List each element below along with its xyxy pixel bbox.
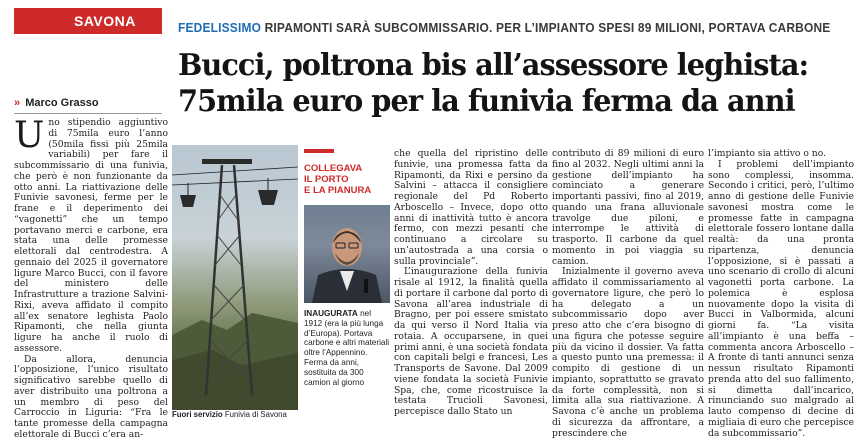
section-tag — [14, 8, 162, 34]
col3-paragraph-1: che quella del ripristino delle funivie, una promessa fatta da Ripamonti, da Rixi e persino da Salvini – attacca il consigliere regionale del Pd Roberto Arboscello – Invece, dopo otto anni di inattività tutto è ancora fermo, con mezzi pesanti che continuano a circolare su un’autostrada a una corsia o sulla provinciale”. — [394, 148, 548, 267]
funivia-photo — [172, 145, 298, 410]
article-column-1 — [14, 115, 168, 440]
portrait-illustration — [304, 205, 390, 303]
headline-line-1: Bucci, poltrona bis all’assessore leghista: — [178, 48, 809, 83]
sidebar-caption — [304, 309, 390, 387]
col4-paragraph-2: Inizialmente il governo aveva affidato il commissariamento al governatore ligure, che però lo ha delegato a un subcommissario dopo aver preso atto che c’era bisogno di una figura che potesse seguire più da vicino il dossier. Va fatta a questo punto una premessa: il compito di gestione di un impianto, soprattutto se gravato da forte complessità, non si limita alla sua riattivazione. A Savona c’è anche un problema di sicurezza da affrontare, a prescindere che — [552, 266, 704, 439]
photo-caption-bold: Fuori servizio — [172, 410, 223, 419]
byline-author: Marco Grasso — [25, 97, 99, 109]
article-column-4 — [552, 148, 704, 439]
section-label: SAVONA — [74, 13, 136, 29]
kicker-highlight: FEDELISSIMO — [178, 20, 262, 35]
col3-paragraph-2: L’inaugurazione della funivia risale al 1912, la finalità quella di portare il carbone dal porto di Savona all’area industriale di Bragno, per poi essere smistato da qui verso il Nord Italia via rotaia. A occuparsene, in quei primi anni, è una società fondata con capitali belgi e francesi, Les Transports de Savone. Dal 2009 viene fondata la società Funivie Spa, che, come ricostruisce la testata Trucioli Savonesi, percepisce dallo Stato un — [394, 266, 548, 417]
col1-paragraph-1: no stipendio aggiuntivo di 75mila euro l’anno (50mila fissi più 25mila variabili) per fare il subcommissario di una funivia, che però è non funzionante da otto anni. La riattivazione delle Funivie savonesi, ferme per le frane e il deperimento dei “vagonetti” che un tempo portavano merci e carbone, era stata una delle promesse elettorali dal centrodestra. A gennaio del 2025 il governatore ligure Marco Bucci, con il favore del ministero delle Infrastrutture a trazione Salvini-Rixi, aveva affidato il compito all’ex senatore leghista Paolo Ripamonti, che nella giunta ligure ha anche il ruolo di assessore. — [14, 117, 168, 354]
sidebar-accent-bar — [304, 149, 334, 153]
sidebar-title-line-1: COLLEGAVA — [304, 163, 363, 174]
portrait-photo — [304, 205, 390, 303]
sidebar-title-line-2: IL PORTO — [304, 174, 349, 185]
sidebar-title-line-3: E LA PIANURA — [304, 185, 372, 196]
byline-divider — [14, 113, 162, 114]
col5-paragraph-1: l’impianto sia attivo o no. — [708, 148, 827, 159]
col1-paragraph-2: Da allora, denuncia l’opposizione, l’unico risultato significativo sarebbe quello di aver distribuito una poltrona a un membro di peso del Carroccio in Liguria: “Fra le tante promesse della campagna elettorale di Bucci c’era an- — [14, 353, 168, 440]
sidebar-caption-text: nel 1912 (era la più lunga d’Europa). Portava carbone e altri materiali oltre l’Appennino. Ferma da anni, sostituita da 300 camion al giorno — [304, 309, 390, 387]
byline — [14, 97, 99, 109]
article-column-5 — [708, 148, 854, 439]
col4-paragraph-1: contributo di 89 milioni di euro fino al 2032. Negli ultimi anni la gestione dell’impianto ha cominciato a generare importanti passivi, fino al 2019, quando una frana alluvionale travolge due piloni, e interrompe le attività di trasporto. Il carbone da quel momento in poi viaggia su camion. — [552, 148, 704, 267]
headline-line-2: 75mila euro per la funivia ferma da anni — [178, 84, 795, 119]
headline — [178, 48, 821, 120]
sidebar-caption-bold: INAUGURATA — [304, 309, 358, 318]
sidebar-title — [304, 163, 390, 196]
drop-cap: U — [14, 115, 45, 156]
sidebar-box — [304, 149, 390, 421]
col5-paragraph-2: I problemi dell’impianto sono complessi, insomma. Secondo i critici, però, l’ultimo anno di gestione delle Funivie savonesi mostra come le promesse fatte in campagna elettorale fossero lontane dalla realtà: da una pronta ripartenza, denuncia l’opposizione, si è passati a uno scenario di crollo di alcuni vagonetti porta carbone. La polemica è esplosa nuovamente dopo la visita di Bucci in Valbormida, alcuni giorni fa. “La visita all’impianto è una beffa – commenta ancora Arboscello – A fronte di tanti annunci senza nessun risultato Ripamonti prenda atto del suo fallimento, si dimetta dall’incarico, rinunciando suo malgrado al lauto compenso di decine di migliaia di euro che percepisce da subcommissario”. — [708, 158, 854, 439]
pylon-illustration — [172, 145, 298, 410]
kicker — [178, 20, 830, 35]
byline-arrows: » — [14, 97, 21, 109]
photo-caption-text: Funivia di Savona — [224, 410, 287, 419]
article-column-3 — [394, 149, 548, 421]
kicker-text: RIPAMONTI SARÀ SUBCOMMISSARIO. PER L’IMPIANTO SPESI 89 MILIONI, PORTAVA CARBONE — [264, 20, 831, 35]
